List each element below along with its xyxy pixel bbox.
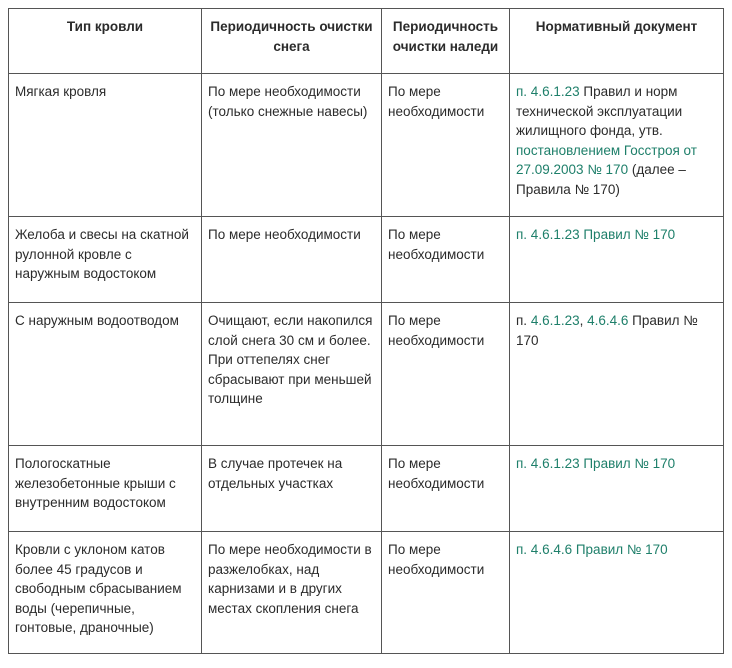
roof-cleaning-table xyxy=(8,8,724,654)
cell-snow-frequency: По мере необходимости (только снежные навесы) xyxy=(202,74,382,217)
table-row xyxy=(9,217,724,303)
cell-snow-frequency: Очищают, если накопился слой снега 30 см и более. При оттепелях снег сбрасывают при меньшей толщине xyxy=(202,303,382,446)
header-normative-document: Нормативный документ xyxy=(510,9,724,74)
cell-snow-frequency: По мере необходимости в разжелобках, над карнизами и в других местах скопления снега xyxy=(202,532,382,654)
doc-link-clause[interactable]: п. 4.6.4.6 Правил № 170 xyxy=(516,542,668,557)
table-row xyxy=(9,532,724,654)
doc-link-clause-2[interactable]: 4.6.4.6 xyxy=(587,313,629,328)
cell-normative-document xyxy=(510,217,724,303)
doc-link-clause[interactable]: 4.6.1.23 xyxy=(530,313,580,328)
cell-roof-type: С наружным водоотводом xyxy=(9,303,202,446)
doc-link-clause[interactable]: п. 4.6.1.23 Правил № 170 xyxy=(516,456,676,471)
cell-ice-frequency: По мере необходимости xyxy=(382,446,510,532)
cell-ice-frequency: По мере необходимости xyxy=(382,532,510,654)
cell-roof-type: Пологоскатные железобетонные крыши с внутренним водостоком xyxy=(9,446,202,532)
doc-separator: , xyxy=(579,313,588,328)
table-row xyxy=(9,446,724,532)
header-roof-type: Тип кровли xyxy=(9,9,202,74)
cell-normative-document xyxy=(510,532,724,654)
doc-link-clause[interactable]: п. 4.6.1.23 xyxy=(516,84,580,99)
cell-snow-frequency: По мере необходимости xyxy=(202,217,382,303)
doc-link-resolution[interactable]: постановлением Госстроя от 27.09.2003 № 170 xyxy=(516,142,697,177)
cell-ice-frequency: По мере необходимости xyxy=(382,217,510,303)
cell-roof-type: Кровли с уклоном катов более 45 градусов и свободным сбрасыванием воды (черепичные, гонтовые, драночные) xyxy=(9,532,202,654)
cell-roof-type: Мягкая кровля xyxy=(9,74,202,217)
cell-ice-frequency: По мере необходимости xyxy=(382,303,510,446)
cell-normative-document xyxy=(510,446,724,532)
table-row xyxy=(9,303,724,446)
table-header-row xyxy=(9,9,724,74)
cell-ice-frequency: По мере необходимости xyxy=(382,74,510,217)
cell-snow-frequency: В случае протечек на отдельных участках xyxy=(202,446,382,532)
cell-normative-document xyxy=(510,74,724,217)
doc-text-prefix: п. xyxy=(516,313,531,328)
table-row xyxy=(9,74,724,217)
doc-link-clause[interactable]: п. 4.6.1.23 Правил № 170 xyxy=(516,227,676,242)
doc-text: Правил и норм технической эксплуатации жилищного фонда, утв. xyxy=(516,84,683,138)
cell-normative-document xyxy=(510,303,724,446)
header-ice-frequency: Периодичность очистки наледи xyxy=(382,9,510,74)
cell-roof-type: Желоба и свесы на скатной рулонной кровле с наружным водостоком xyxy=(9,217,202,303)
doc-text-suffix: (далее – Правила № 170) xyxy=(516,162,686,197)
header-snow-frequency: Периодичность очистки снега xyxy=(202,9,382,74)
doc-text: Правил № 170 xyxy=(516,313,698,348)
